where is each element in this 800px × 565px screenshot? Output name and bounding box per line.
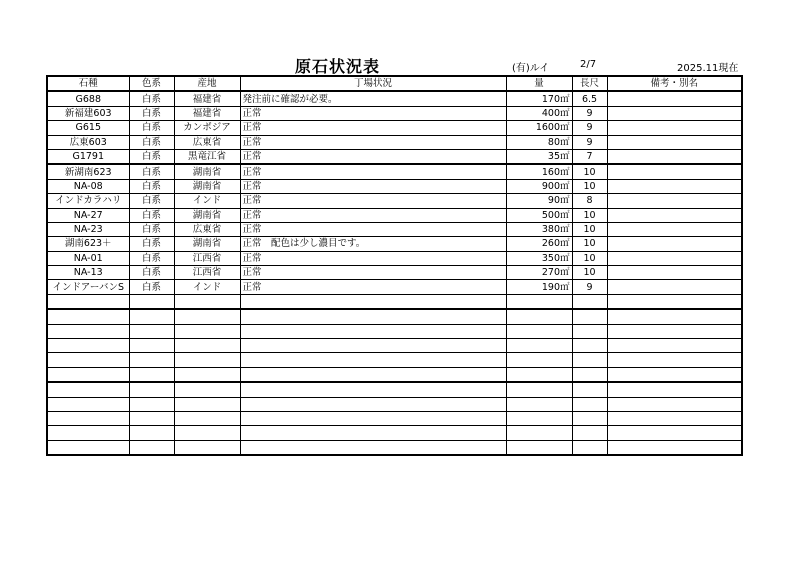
note-cell — [607, 280, 742, 294]
note-cell — [607, 309, 742, 324]
origin-cell — [174, 382, 240, 397]
quarry-status-cell — [240, 426, 506, 440]
quantity-cell: 80㎡ — [506, 135, 572, 149]
company-name: (有)ルイ — [512, 63, 550, 74]
origin-cell: 湖南省 — [174, 179, 240, 193]
origin-cell: 湖南省 — [174, 208, 240, 222]
column-header: 備考・別名 — [607, 76, 742, 91]
quarry-status-cell — [240, 309, 506, 324]
quarry-status-cell: 正常 — [240, 106, 506, 120]
length-cell: 8 — [572, 194, 607, 208]
color-cell — [129, 339, 174, 353]
stone-name-cell — [47, 440, 129, 455]
table-row — [47, 106, 742, 120]
stone-name-cell: 新湖南623 — [47, 164, 129, 179]
note-cell — [607, 91, 742, 106]
quantity-cell: 500㎡ — [506, 208, 572, 222]
stone-name-cell — [47, 294, 129, 309]
quarry-status-cell: 正常 — [240, 164, 506, 179]
color-cell: 白系 — [129, 135, 174, 149]
color-cell: 白系 — [129, 251, 174, 265]
quarry-status-cell — [240, 294, 506, 309]
quarry-status-cell: 正常 — [240, 266, 506, 280]
color-cell — [129, 294, 174, 309]
color-cell — [129, 411, 174, 425]
note-cell — [607, 164, 742, 179]
length-cell — [572, 309, 607, 324]
note-cell — [607, 382, 742, 397]
note-cell — [607, 251, 742, 265]
empty-table-row — [47, 339, 742, 353]
length-cell: 9 — [572, 106, 607, 120]
quantity-cell: 260㎡ — [506, 237, 572, 251]
origin-cell: 江西省 — [174, 266, 240, 280]
color-cell: 白系 — [129, 194, 174, 208]
quantity-cell: 190㎡ — [506, 280, 572, 294]
color-cell — [129, 426, 174, 440]
quantity-cell: 160㎡ — [506, 164, 572, 179]
quarry-status-cell — [240, 339, 506, 353]
empty-table-row — [47, 353, 742, 367]
quantity-cell — [506, 324, 572, 338]
quantity-cell: 350㎡ — [506, 251, 572, 265]
note-cell — [607, 426, 742, 440]
color-cell — [129, 309, 174, 324]
table-row — [47, 164, 742, 179]
note-cell — [607, 106, 742, 120]
quantity-cell — [506, 294, 572, 309]
origin-cell: 湖南省 — [174, 237, 240, 251]
table-row — [47, 135, 742, 149]
length-cell — [572, 411, 607, 425]
quarry-status-cell — [240, 397, 506, 411]
stone-status-table — [46, 75, 743, 456]
quantity-cell — [506, 309, 572, 324]
origin-cell: インド — [174, 280, 240, 294]
color-cell: 白系 — [129, 280, 174, 294]
color-cell: 白系 — [129, 149, 174, 164]
stone-name-cell: NA-13 — [47, 266, 129, 280]
quarry-status-cell — [240, 440, 506, 455]
color-cell — [129, 367, 174, 382]
table-row — [47, 208, 742, 222]
stone-name-cell: NA-01 — [47, 251, 129, 265]
origin-cell — [174, 411, 240, 425]
origin-cell: インド — [174, 194, 240, 208]
length-cell: 10 — [572, 179, 607, 193]
origin-cell: 福建省 — [174, 106, 240, 120]
column-header: 石種 — [47, 76, 129, 91]
color-cell — [129, 353, 174, 367]
quarry-status-cell: 正常 — [240, 208, 506, 222]
quantity-cell: 90㎡ — [506, 194, 572, 208]
length-cell: 10 — [572, 266, 607, 280]
color-cell: 白系 — [129, 179, 174, 193]
stone-name-cell: G615 — [47, 121, 129, 135]
quantity-cell: 1600㎡ — [506, 121, 572, 135]
column-header: 色系 — [129, 76, 174, 91]
empty-table-row — [47, 309, 742, 324]
note-cell — [607, 135, 742, 149]
column-header: 量 — [506, 76, 572, 91]
origin-cell: 福建省 — [174, 91, 240, 106]
origin-cell — [174, 397, 240, 411]
stone-name-cell: NA-27 — [47, 208, 129, 222]
table-row — [47, 194, 742, 208]
length-cell: 9 — [572, 280, 607, 294]
stone-name-cell: G1791 — [47, 149, 129, 164]
stone-name-cell: NA-23 — [47, 222, 129, 236]
quantity-cell: 170㎡ — [506, 91, 572, 106]
origin-cell — [174, 309, 240, 324]
length-cell: 10 — [572, 164, 607, 179]
quarry-status-cell: 正常 — [240, 121, 506, 135]
length-cell: 10 — [572, 208, 607, 222]
origin-cell — [174, 367, 240, 382]
empty-table-row — [47, 367, 742, 382]
stone-name-cell: G688 — [47, 91, 129, 106]
length-cell — [572, 382, 607, 397]
color-cell — [129, 324, 174, 338]
note-cell — [607, 208, 742, 222]
quarry-status-cell: 正常 配色は少し濃目です。 — [240, 237, 506, 251]
table-header-row — [47, 76, 742, 91]
quantity-cell: 900㎡ — [506, 179, 572, 193]
empty-table-row — [47, 397, 742, 411]
table-row — [47, 237, 742, 251]
length-cell — [572, 426, 607, 440]
table-row — [47, 121, 742, 135]
quantity-cell — [506, 397, 572, 411]
length-cell — [572, 294, 607, 309]
table-row — [47, 280, 742, 294]
origin-cell — [174, 324, 240, 338]
note-cell — [607, 294, 742, 309]
stone-name-cell — [47, 353, 129, 367]
length-cell — [572, 440, 607, 455]
length-cell: 10 — [572, 251, 607, 265]
origin-cell — [174, 339, 240, 353]
quantity-cell — [506, 411, 572, 425]
length-cell: 10 — [572, 237, 607, 251]
note-cell — [607, 397, 742, 411]
quarry-status-cell: 正常 — [240, 179, 506, 193]
empty-table-row — [47, 294, 742, 309]
table-row — [47, 251, 742, 265]
quarry-status-cell: 正常 — [240, 194, 506, 208]
note-cell — [607, 266, 742, 280]
color-cell: 白系 — [129, 91, 174, 106]
quantity-cell — [506, 382, 572, 397]
page-title: 原石状況表 — [295, 57, 381, 76]
color-cell: 白系 — [129, 106, 174, 120]
stone-name-cell — [47, 426, 129, 440]
note-cell — [607, 237, 742, 251]
origin-cell: 広東省 — [174, 135, 240, 149]
stone-name-cell: インドカラハリ — [47, 194, 129, 208]
quarry-status-cell: 正常 — [240, 222, 506, 236]
origin-cell — [174, 440, 240, 455]
quantity-cell — [506, 426, 572, 440]
color-cell — [129, 440, 174, 455]
origin-cell: 黒竜江省 — [174, 149, 240, 164]
length-cell: 6.5 — [572, 91, 607, 106]
color-cell — [129, 397, 174, 411]
origin-cell: 湖南省 — [174, 164, 240, 179]
quarry-status-cell: 発注前に確認が必要。 — [240, 91, 506, 106]
note-cell — [607, 324, 742, 338]
stone-name-cell — [47, 309, 129, 324]
table-row — [47, 222, 742, 236]
empty-table-row — [47, 382, 742, 397]
origin-cell — [174, 353, 240, 367]
stone-name-cell: 新福建603 — [47, 106, 129, 120]
quarry-status-cell: 正常 — [240, 135, 506, 149]
quantity-cell — [506, 440, 572, 455]
quantity-cell — [506, 353, 572, 367]
table-row — [47, 91, 742, 106]
note-cell — [607, 194, 742, 208]
quantity-cell: 380㎡ — [506, 222, 572, 236]
length-cell — [572, 339, 607, 353]
stone-name-cell: 広東603 — [47, 135, 129, 149]
as-of-date: 2025.11現在 — [677, 63, 739, 74]
stone-name-cell — [47, 324, 129, 338]
stone-name-cell: 湖南623＋ — [47, 237, 129, 251]
origin-cell — [174, 294, 240, 309]
quantity-cell — [506, 367, 572, 382]
length-cell: 9 — [572, 121, 607, 135]
note-cell — [607, 367, 742, 382]
quarry-status-cell: 正常 — [240, 280, 506, 294]
length-cell — [572, 353, 607, 367]
column-header: 長尺 — [572, 76, 607, 91]
stone-name-cell — [47, 397, 129, 411]
length-cell: 7 — [572, 149, 607, 164]
stone-name-cell — [47, 367, 129, 382]
empty-table-row — [47, 426, 742, 440]
color-cell: 白系 — [129, 208, 174, 222]
quarry-status-cell — [240, 324, 506, 338]
empty-table-row — [47, 324, 742, 338]
length-cell: 10 — [572, 222, 607, 236]
table-row — [47, 266, 742, 280]
page-number: 2/7 — [580, 59, 597, 70]
stone-name-cell: インドアーバンS — [47, 280, 129, 294]
column-header: 産地 — [174, 76, 240, 91]
quarry-status-cell — [240, 382, 506, 397]
origin-cell: カンボジア — [174, 121, 240, 135]
quantity-cell: 35㎡ — [506, 149, 572, 164]
note-cell — [607, 149, 742, 164]
origin-cell: 江西省 — [174, 251, 240, 265]
quarry-status-cell: 正常 — [240, 251, 506, 265]
quantity-cell: 400㎡ — [506, 106, 572, 120]
length-cell: 9 — [572, 135, 607, 149]
table-row — [47, 179, 742, 193]
note-cell — [607, 440, 742, 455]
length-cell — [572, 324, 607, 338]
quarry-status-cell — [240, 411, 506, 425]
quantity-cell: 270㎡ — [506, 266, 572, 280]
color-cell — [129, 382, 174, 397]
table-row — [47, 149, 742, 164]
length-cell — [572, 367, 607, 382]
color-cell: 白系 — [129, 164, 174, 179]
origin-cell — [174, 426, 240, 440]
quarry-status-cell: 正常 — [240, 149, 506, 164]
quantity-cell — [506, 339, 572, 353]
stone-name-cell — [47, 339, 129, 353]
color-cell: 白系 — [129, 222, 174, 236]
stone-name-cell — [47, 382, 129, 397]
column-header: 丁場状況 — [240, 76, 506, 91]
stone-name-cell — [47, 411, 129, 425]
empty-table-row — [47, 440, 742, 455]
note-cell — [607, 339, 742, 353]
length-cell — [572, 397, 607, 411]
color-cell: 白系 — [129, 266, 174, 280]
origin-cell: 広東省 — [174, 222, 240, 236]
note-cell — [607, 121, 742, 135]
empty-table-row — [47, 411, 742, 425]
quarry-status-cell — [240, 353, 506, 367]
color-cell: 白系 — [129, 237, 174, 251]
quarry-status-cell — [240, 367, 506, 382]
note-cell — [607, 411, 742, 425]
note-cell — [607, 353, 742, 367]
note-cell — [607, 179, 742, 193]
color-cell: 白系 — [129, 121, 174, 135]
note-cell — [607, 222, 742, 236]
stone-name-cell: NA-08 — [47, 179, 129, 193]
